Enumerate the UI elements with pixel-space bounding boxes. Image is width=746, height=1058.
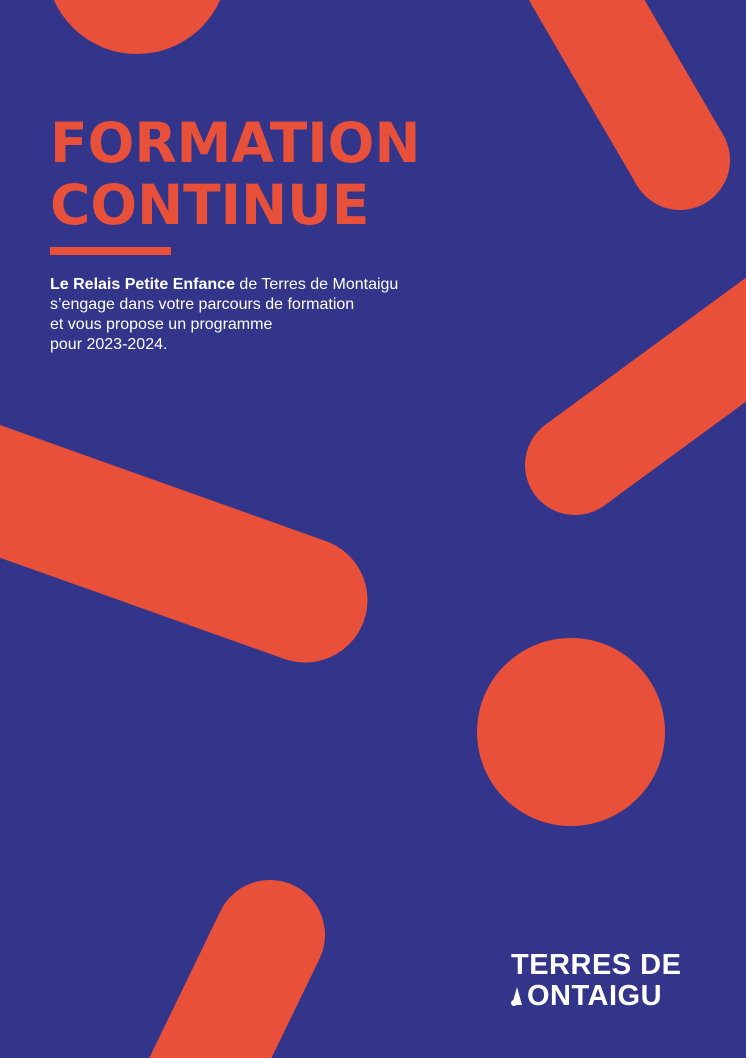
intro-rest: de Terres de Montaigu — [234, 276, 399, 293]
logo-m-mark-icon — [511, 985, 523, 1007]
title-line-1: FORMATION — [50, 111, 421, 175]
logo-line-1: TERRES DE — [511, 949, 682, 981]
terres-de-montaigu-logo — [511, 950, 681, 1012]
logo-line-2 — [511, 981, 681, 1012]
intro-line-3: et vous propose un programme — [50, 316, 273, 333]
intro-line-2: s’engage dans votre parcours de formation — [50, 296, 355, 313]
logo-line-2-text: ONTAIGU — [527, 980, 663, 1012]
intro-line-4: pour 2023-2024. — [50, 336, 168, 353]
right-bar-shape — [575, 300, 746, 465]
top-circle-shape — [46, 0, 228, 54]
top-right-bar-shape — [575, 0, 680, 160]
bottom-bar-shape — [190, 935, 270, 1058]
intro-bold: Le Relais Petite Enfance — [50, 276, 235, 293]
title-line-2: CONTINUE — [50, 173, 370, 237]
intro-text — [50, 275, 470, 355]
cover-title — [50, 112, 420, 236]
left-bar-shape — [0, 470, 305, 600]
title-underline — [50, 247, 171, 255]
middle-circle-shape — [477, 638, 665, 826]
intro-line-1 — [50, 275, 470, 295]
